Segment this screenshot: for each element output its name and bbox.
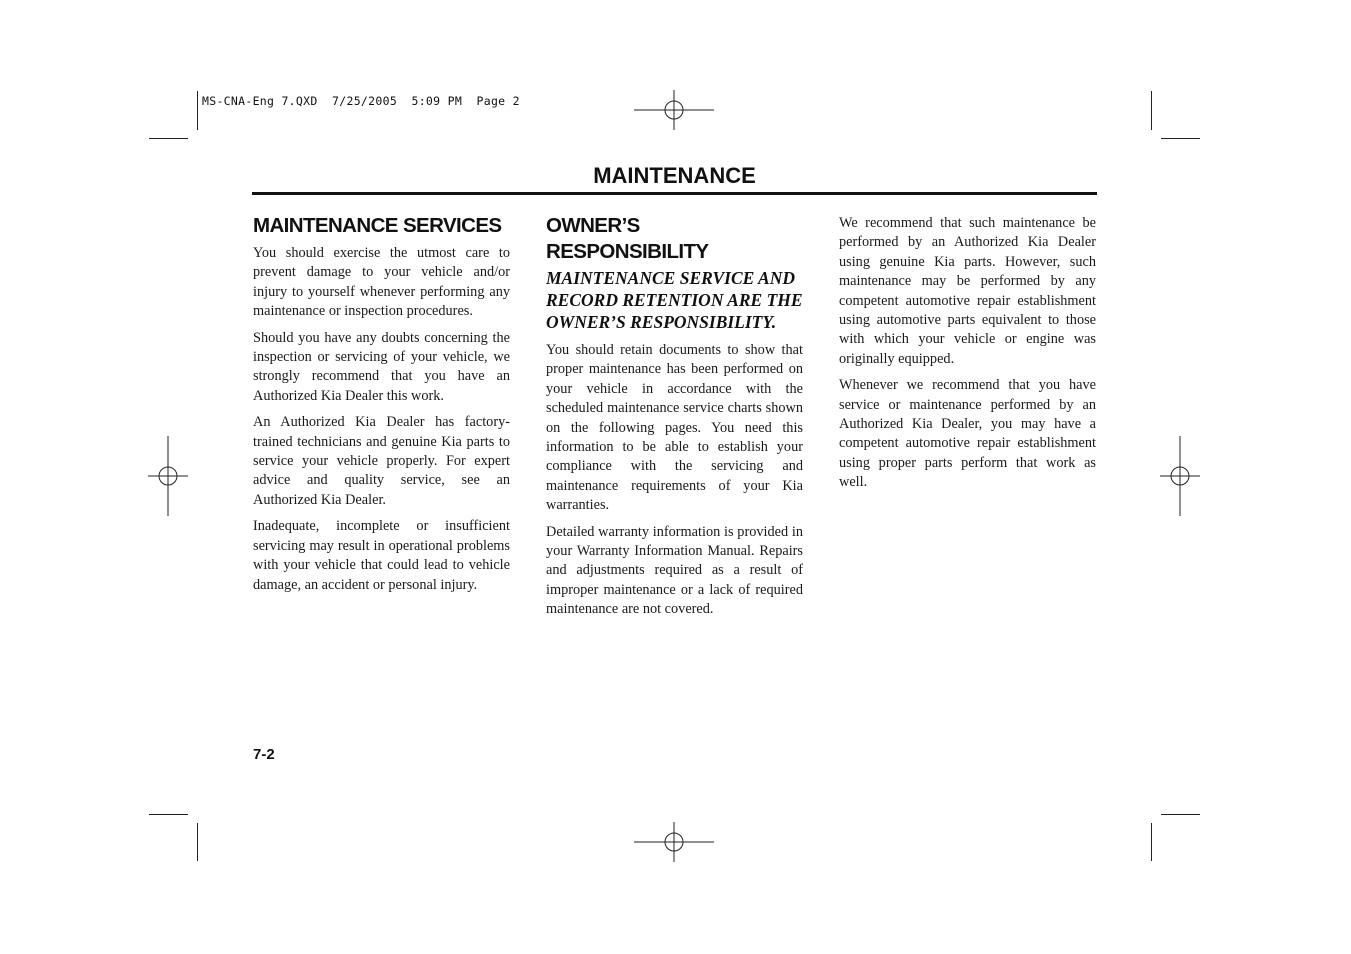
registration-mark-right-icon: [1140, 436, 1220, 516]
crop-mark-bottom-left-vertical: [197, 823, 198, 861]
header-rule: [252, 192, 1097, 195]
registration-mark-bottom-icon: [634, 802, 714, 882]
section-title: MAINTENANCE: [593, 163, 756, 188]
paragraph: You should exercise the utmost care to prevent damage to your vehicle and/or injury to yourself whenever performing any maintenance or inspection procedures.: [253, 245, 510, 320]
paragraph: We recommend that such maintenance be performed by an Authorized Kia Dealer using genuine Kia parts. However, such maintenance may be performed by any competent automotive repair establishment using automotive parts equivalent to those with which your vehicle or engine was originally equipped.: [839, 215, 1096, 367]
subheading-record-retention: MAINTENANCE SERVICE AND RECORD RETENTION ARE THE OWNER’S RESPONSIBILITY.: [546, 268, 803, 332]
paragraph: Should you have any doubts concerning the inspection or servicing of your vehicle, we strongly recommend that you have an Authorized Kia Dealer this work.: [253, 329, 510, 404]
column-dealer-recommendation: [839, 213, 1096, 500]
paragraph: Inadequate, incomplete or insufficient servicing may result in operational problems with your vehicle that could lead to vehicle damage, an accident or personal injury.: [253, 518, 510, 593]
registration-mark-top-icon: [634, 70, 714, 150]
crop-mark-bottom-right-horizontal: [1161, 814, 1200, 815]
crop-mark-top-left-vertical: [197, 91, 198, 130]
crop-mark-top-right-vertical: [1151, 91, 1152, 130]
crop-mark-top-left-horizontal: [149, 138, 188, 139]
crop-mark-bottom-left-horizontal: [149, 814, 188, 815]
page-number: 7-2: [253, 746, 275, 763]
column-maintenance-services: [253, 213, 510, 602]
paragraph: An Authorized Kia Dealer has factory-trained technicians and genuine Kia parts to service your vehicle properly. For expert advice and quality service, see an Authorized Kia Dealer.: [253, 414, 510, 508]
heading-maintenance-services: MAINTENANCE SERVICES: [253, 214, 502, 237]
print-slug: MS-CNA-Eng 7.QXD 7/25/2005 5:09 PM Page 2: [202, 94, 520, 108]
paragraph: You should retain documents to show that proper maintenance has been performed on your vehicle in accordance with the scheduled maintenance service charts shown on the following pages. You need this information to be able to establish your compliance with the servicing and maintenance requirements of your Kia warranties.: [546, 342, 803, 514]
paragraph: Detailed warranty information is provided in your Warranty Information Manual. Repairs and adjustments required as a result of improper maintenance or a lack of required maintenance are not covered.: [546, 523, 803, 618]
crop-mark-top-right-horizontal: [1161, 138, 1200, 139]
heading-owners-responsibility: OWNER’S RESPONSIBILITY: [546, 214, 709, 263]
column-owners-responsibility: [546, 213, 803, 627]
crop-mark-bottom-right-vertical: [1151, 823, 1152, 861]
registration-mark-left-icon: [128, 436, 208, 516]
paragraph: Whenever we recommend that you have service or maintenance performed by an Authorized Kia Dealer, you may have a competent automotive repair establishment using proper parts perform that work as well.: [839, 377, 1096, 491]
